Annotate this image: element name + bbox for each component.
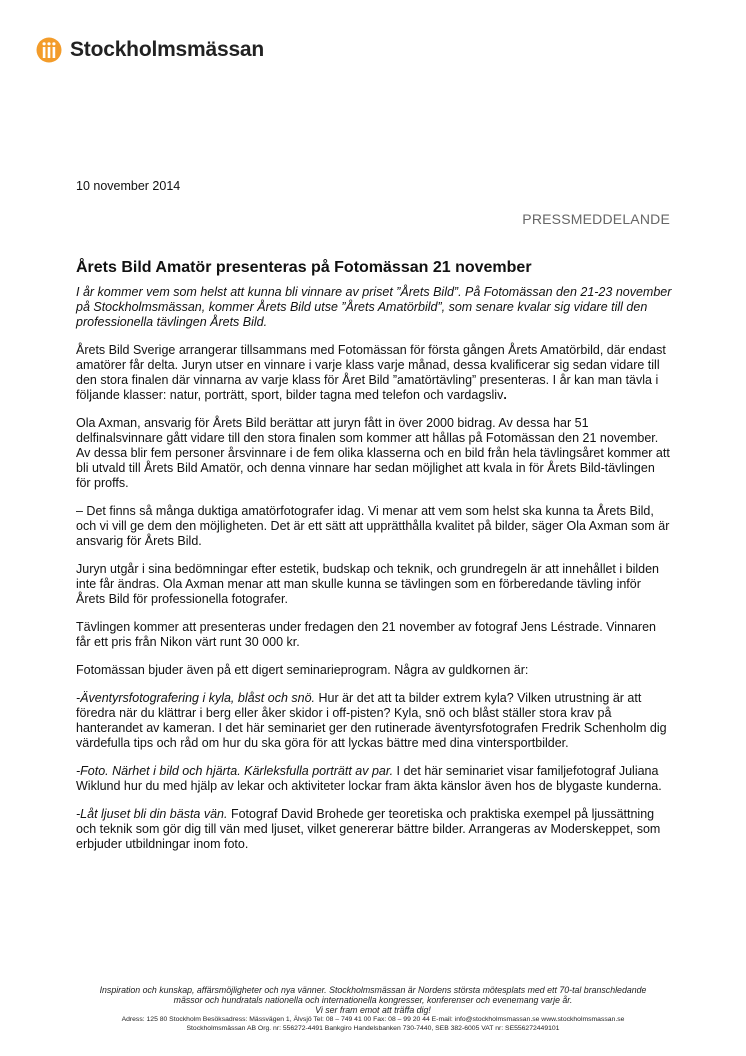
seminar-item: -Låt ljuset bli din bästa vän. Fotograf David Brohede ger teoretiska och praktiska exempel på ljussättning och teknik som gör dig till vän med ljuset, vilket genererar bättre bilder. Arrangeras av Moderskeppet, som erbjuder utbildningar inom foto. bbox=[76, 807, 661, 851]
intro-paragraph: I år kommer vem som helst att kunna bli vinnare av priset ”Årets Bild”. På Fotomässan den 21-23 november på Stockholmsmässan, kommer Årets Bild utse ”Årets Amatörbild”, som senare kvalar sig vidare till den professionella tävlingen Årets Bild. bbox=[76, 285, 672, 329]
document-type: PRESSMEDDELANDE bbox=[522, 211, 670, 227]
paragraph-entries: Ola Axman, ansvarig för Årets Bild berättar att juryn fått in över 2000 bidrag. Av dessa har 51 delfinalsvinnare gått vidare till den stora finalen som kommer att hållas på Fotomässan den 21 november. Av dessa blir fem personer årsvinnare i de fem olika klasserna och en bild från hela tävlingsåret kommer att bli utvald till Årets Bild Amatör, och denna vinnare har sedan möjlighet att kvala in för Årets Bild-tävlingen för proffs. bbox=[76, 416, 670, 490]
paragraph-presentation: Tävlingen kommer att presenteras under fredagen den 21 november av fotograf Jens Léstrade. Vinnaren får ett pris från Nikon värt runt 30 000 kr. bbox=[76, 620, 656, 649]
footer-company: Stockholmsmässan AB Org. nr: 556272-4491 Bankgiro Handelsbanken 730-7440, SEB 382-6005 VAT nr: SE556272449101 bbox=[186, 1025, 560, 1032]
seminar-item: -Äventyrsfotografering i kyla, blåst och snö. Hur är det att ta bilder extrem kyla? Vilken utrustning är att föredra när du klättrar i berg eller åker skidor i off-pisten? Kyla, snö och blåst ställer stora krav på hanterandet av kameran. I det här seminariet ger den rutinerade äventyrsfotografen Fredrik Schenholm dig värdefulla tips och råd om hur du ska göra för att lyckas bättre med dina vintersportbilder. bbox=[76, 691, 667, 750]
stockholmsmassan-logo-icon bbox=[36, 37, 62, 63]
paragraph-classes: Årets Bild Sverige arrangerar tillsammans med Fotomässan för första gången Årets Amatörbild, där endast amatörer får delta. Juryn utser en vinnare i varje klass varje månad, dessa kvalificerar sig sedan vidare till den stora finalen där vinnarna av varje klass för Året Bild ”amatörtävling” presenteras. I år kan man tävla i följande klasser: natur, porträtt, sport, bilder tagna med telefon och vardagsliv. bbox=[76, 343, 666, 402]
company-logo bbox=[36, 36, 264, 64]
logo-wordmark: Stockholmsmässan bbox=[70, 38, 265, 61]
paragraph-jury: Juryn utgår i sina bedömningar efter estetik, budskap och teknik, och grundregeln är att innehållet i bilden inte får ändras. Ola Axman menar att man skulle kunna se tävlingen som en förberedande tävling inför Årets Bild för professionella fotografer. bbox=[76, 562, 659, 606]
press-release-body bbox=[76, 259, 672, 865]
paragraph-seminars-intro: Fotomässan bjuder även på ett digert seminarieprogram. Några av guldkornen är: bbox=[76, 663, 529, 677]
seminar-item: -Foto. Närhet i bild och hjärta. Kärleksfulla porträtt av par. I det här seminariet visar familjefotograf Juliana Wiklund hur du med hjälp av lekar och aktiviteter lockar fram äkta känslor även hos de blygaste kunderna. bbox=[76, 764, 662, 793]
press-date: 10 november 2014 bbox=[76, 179, 181, 193]
footer-address: Adress: 125 80 Stockholm Besöksadress: Mässvägen 1, Älvsjö Tel: 08 – 749 41 00 Fax: 08 – 99 20 44 E-mail: info@stockholmsmassan.se www.stockholmsmassan.se bbox=[121, 1016, 625, 1023]
page-footer bbox=[0, 985, 746, 1033]
paragraph-quote: – Det finns så många duktiga amatörfotografer idag. Vi menar att vem som helst ska kunna ta Årets Bild, och vi vill ge dem den möjligheten. Det är ett sätt att upprätthålla kvalitet på bilder, säger Ola Axman som är ansvarig för Årets Bild. bbox=[76, 504, 670, 548]
headline: Årets Bild Amatör presenteras på Fotomässan 21 november bbox=[76, 259, 532, 276]
footer-tagline: Inspiration och kunskap, affärsmöjligheter och nya vänner. Stockholmsmässan är Nordens största mötesplats med ett 70-tal branschledande mässor och hundratals nationella och internationella kongresser, konferenser och evenemang varje år. bbox=[99, 985, 647, 1005]
footer-welcome: Vi ser fram emot att träffa dig! bbox=[315, 1005, 431, 1015]
